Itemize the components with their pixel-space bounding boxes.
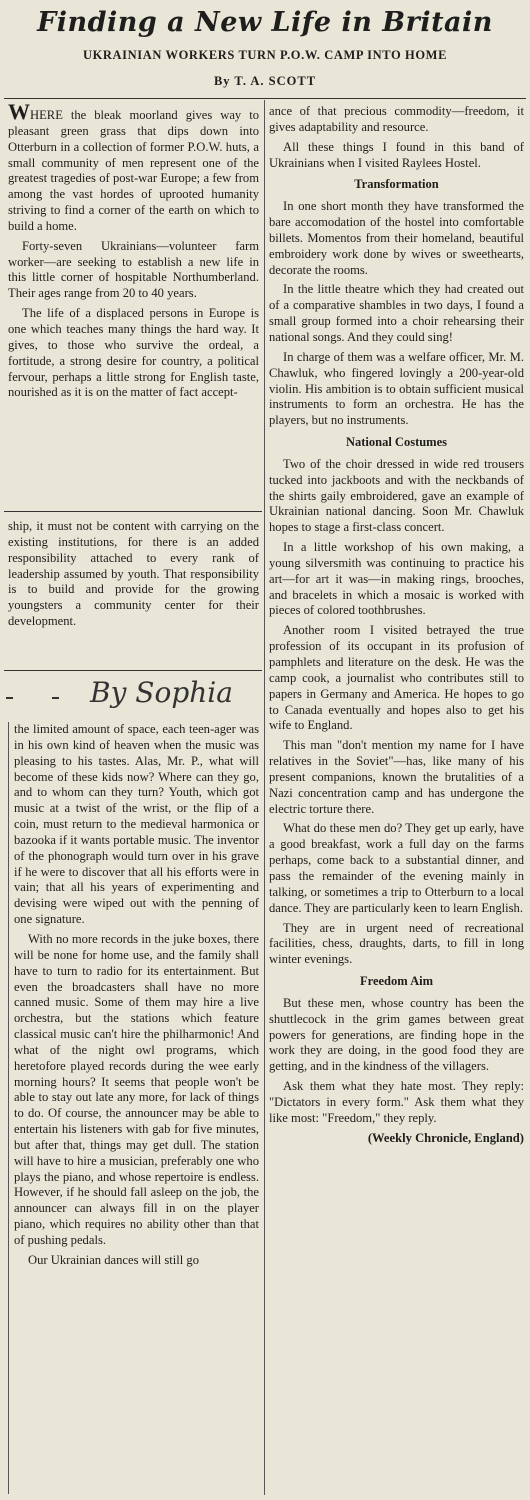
subheading-national-costumes: National Costumes	[345, 435, 448, 450]
article-headline: Finding a New Life in Britain	[37, 7, 493, 38]
subheading-transformation: Transformation	[354, 177, 439, 192]
article-column-left	[8, 99, 259, 405]
header-rule	[4, 98, 526, 99]
article-byline: By T. A. SCOTT	[213, 74, 317, 88]
article-paragraph: All these things I found in this band of Ukrainians when I visited Raylees Hostel.	[269, 139, 524, 170]
article-paragraph: They are in urgent need of recreational facilities, chess, draughts, darts, to fill in long winter evenings.	[269, 920, 524, 967]
sophia-paragraph: Our Ukrainian dances will still go	[28, 1252, 200, 1267]
article-paragraph: Ask them what they hate most. They reply: "Dictators in every form." Ask them what they like most: "Freedom," they reply.	[269, 1079, 524, 1125]
continued-fragment	[8, 519, 259, 634]
article-paragraph: ance of that precious commodity—freedom, it gives adaptability and resource.	[269, 104, 524, 134]
article-paragraph: In a little workshop of his own making, a young silversmith was continuing to practice his art—for art it was—in making rings, brooches, and bracelets in which a mosaic is worked with pieces of colored toothbrushes.	[269, 540, 524, 618]
subheading-freedom-aim: Freedom Aim	[359, 974, 434, 989]
article-paragraph: Forty-seven Ukrainians—volunteer farm worker—are seeking to establish a new life in this little corner of hospitable Northumberland. Their ages range from 20 to 40 years.	[8, 238, 259, 301]
article-paragraph: Another room I visited betrayed the true profession of its occupant in its profusion of pamphlets and literature on the desk. He was the camp cook, a journalist who contributes still to papers in Germany and America. He hopes to go to Canada eventually and hopes also to get his wife to England.	[269, 623, 524, 733]
sophia-paragraph: With no more records in the juke boxes, there will be none for home use, and the family shall have to turn to radio for its entertainment. But even the broadcasters shall have no more canned music. Some of them may hire a live orchestra, but the stations which feature classical music can't hire the philharmonic! And what of the night owl programs, which heretofore played records during the wee early morning hours? It seems that people won't be able to stay out late any more, for lack of things to do. Of course, the announcer may be able to entertain his listeners with gab for five minutes, but after that, things may get dull. The station will have to hire a musician, preferably one who plays the piano, and whose repertoire is endless. However, if he should fall asleep on the job, the announcer can always fill in on the player piano, which requires no ability other than that of pushing pedals.	[14, 931, 259, 1247]
sophia-column-title: By Sophia	[90, 676, 233, 709]
sophia-paragraph: the limited amount of space, each teen-ager was in his own kind of heaven when the music was pleasing to his tastes. Alas, Mr. P., what will become of these kids now? Where can they go, and to whom can they turn? Youth, which got music at a twist of the wrist, or the flip of a coin, must return to the medieval harmonica or bazooka if it wants portable music. The inventor of the phonograph would turn over in his grave if he were to discover that all his efforts were in vain; that all his years of experimenting and devising were wiped out with the penning of one signature.	[14, 722, 259, 927]
section-rule	[4, 670, 262, 671]
article-column-right	[269, 104, 524, 1150]
sophia-column-body	[14, 722, 259, 1273]
fragment-paragraph: ship, it must not be content with carrying on the existing institutions, for there is an added responsibility attached to every rank of leadership assumed by youth. That responsibility is to build and provide for the growing youngsters a community center for their development.	[8, 519, 259, 629]
article-paragraph: In the little theatre which they had created out of a comparative shambles in two days, I found a small group formed into a choir rehearsing their national songs. And they could sing!	[269, 282, 524, 344]
decorative-dash	[52, 697, 59, 699]
article-paragraph: In charge of them was a welfare officer, Mr. M. Chawluk, who fingered lovingly a 200-year-old violin. His ambition is to obtain sufficient musical instruments to form an orchestra. He has the players, but no instruments.	[269, 349, 524, 428]
article-paragraph: This man "don't mention my name for I have relatives in the Soviet"—has, like many of his present companions, known the brutalities of a Nazi concentration camp and has undergone the electric torture there.	[269, 738, 524, 816]
sophia-left-border	[8, 722, 9, 1494]
source-credit: (Weekly Chronicle, England)	[367, 1130, 524, 1145]
article-subhead: UKRAINIAN WORKERS TURN P.O.W. CAMP INTO HOME	[82, 48, 448, 62]
drop-cap: W	[8, 99, 30, 124]
article-paragraph: Two of the choir dressed in wide red trousers tucked into jackboots and with the neckbands of the shirts gaily embroidered, gave an example of Ukrainian national dancing. Soon Mr. Chawluk hopes to stage a first-class concert.	[269, 456, 524, 535]
column-divider	[264, 100, 265, 1495]
decorative-dash	[6, 697, 13, 699]
article-paragraph: But these men, whose country has been the shuttlecock in the grim games between great powers for generations, are finding hope in the work they are doing, in the good food they are getting, and in the kindness of the villagers.	[269, 995, 524, 1074]
article-paragraph: What do these men do? They get up early, have a good breakfast, work a full day on the farms perhaps, come back to a substantial dinner, and pass the remainder of the evening mainly in talking, or sometimes a trip to Otterburn to a local dance. They are particularly keen to learn English.	[269, 821, 524, 915]
section-rule	[4, 511, 262, 512]
article-paragraph: The life of a displaced persons in Europe is one which teaches many things the hard way. It gives, to those who survive the ordeal, a fortitude, a strong desire for country, a political fervour, perhaps a little strong for English taste, nourished as it is on the matter of fact accept-	[8, 306, 259, 400]
sophia-column-header	[0, 676, 258, 716]
article-paragraph: WHERE the bleak moorland gives way to pleasant green grass that dips down into Otterburn in a collection of former P.O.W. huts, a small community of men represent one of the greatest tragedies of post-war Europe; a few from among the vast hordes of uprooted humanity striving to find a corner of the earth on which to build a home.	[8, 99, 259, 233]
article-paragraph: In one short month they have transformed the bare accomodation of the hostel into comfortable billets. Momentos from their homeland, beautiful embroidery work done by wives or sweethearts, decorate the rooms.	[269, 199, 524, 277]
